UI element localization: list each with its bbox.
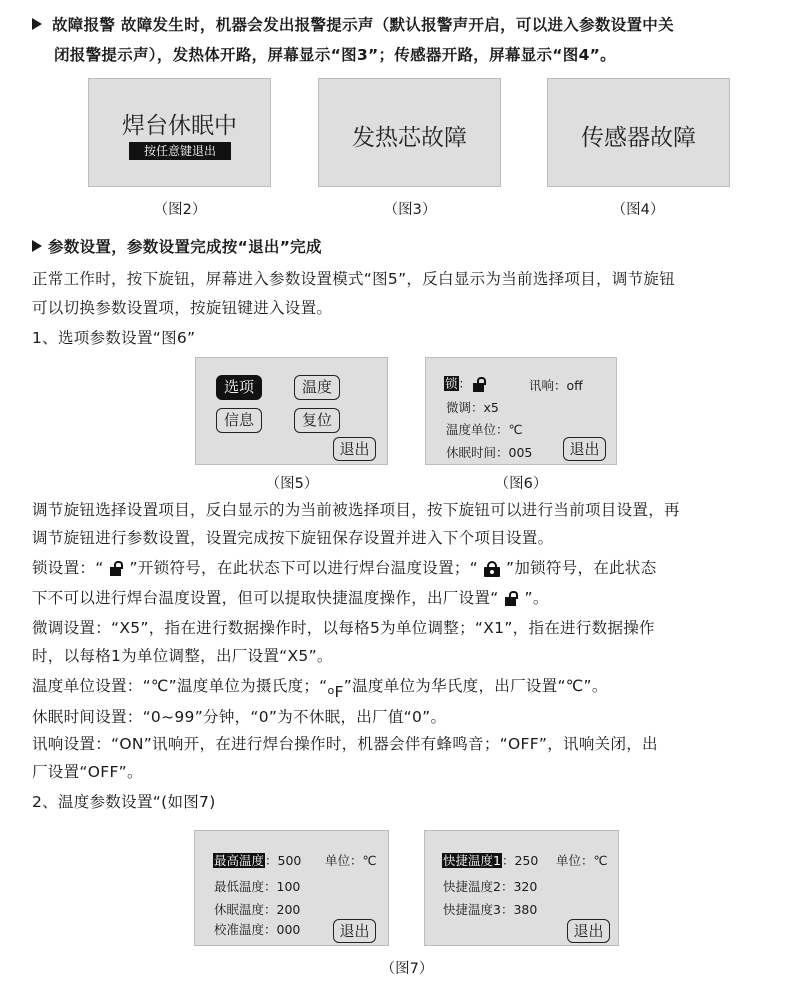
quick1-row [442, 851, 538, 869]
lock-setting-b: ”开锁符号，在此状态下可以进行焊台温度设置；“ [129, 559, 478, 577]
max-temp-value: ：500 [265, 853, 302, 868]
unlock-icon [110, 561, 124, 576]
fault-alarm-line1: 故障报警 故障发生时，机器会发出报警提示声（默认报警声开启，可以进入参数设置中关 [52, 16, 674, 34]
fault-alarm-line2-wrap [54, 42, 782, 69]
beep-setting-line2: 厂设置“OFF”。 [32, 763, 143, 781]
fig3-title: 发热芯故障 [352, 125, 467, 151]
bullet-triangle-icon [32, 240, 42, 252]
fig3-screen [318, 78, 501, 187]
fig7a-exit-button[interactable]: 退出 [333, 919, 376, 943]
fahrenheit-symbol: o [327, 684, 335, 697]
lock-colon: ： [458, 376, 472, 391]
fig4-caption: （图4） [611, 202, 665, 218]
info-button[interactable]: 信息 [216, 408, 262, 433]
fig6-caption: （图6） [494, 476, 548, 492]
options-button[interactable]: 选项 [216, 375, 262, 400]
max-temp-row [213, 851, 301, 869]
fig2-title: 焊台休眠中 [122, 113, 237, 139]
fig7-caption: （图7） [380, 961, 434, 977]
fig7a-screen [194, 830, 389, 946]
fig6-screen [425, 357, 617, 465]
unit-setting-f: F [334, 683, 344, 701]
min-temp[interactable]: 最低温度：100 [214, 879, 301, 894]
lock-setting-d: 下不可以进行焊台温度设置，但可以提取快捷温度操作，出厂设置“ [32, 589, 499, 607]
fig6-fine[interactable]: 微调：x5 [446, 400, 499, 415]
fig5-caption: （图5） [265, 476, 319, 492]
fig2-screen [88, 78, 271, 187]
fine-setting-line2: 时，以每格1为单位调整，出厂设置“X5”。 [32, 647, 333, 665]
lock-icon [484, 561, 500, 577]
fig4-title: 传感器故障 [581, 125, 696, 151]
quick1-label[interactable]: 快捷温度1 [443, 853, 501, 868]
sleep-temp[interactable]: 休眠温度：200 [214, 902, 301, 917]
unlock-icon [505, 591, 519, 606]
param-heading-text: 参数设置，参数设置完成按“退出”完成 [48, 238, 322, 256]
fault-alarm-paragraph [32, 12, 782, 39]
unit-setting-line [32, 673, 782, 706]
lock-setting-e: ”。 [524, 589, 549, 607]
lock-setting-line2 [32, 585, 782, 612]
unit-setting-a: 温度单位设置：“℃”温度单位为摄氏度；“ [32, 677, 328, 695]
quick3[interactable]: 快捷温度3：380 [443, 902, 538, 917]
param-p2: 可以切换参数设置项，按旋钮键进入设置。 [32, 299, 333, 317]
fig6-lock-row [444, 374, 489, 392]
temperature-button[interactable]: 温度 [294, 375, 340, 400]
max-temp-label[interactable]: 最高温度 [214, 853, 265, 868]
fig7b-exit-button[interactable]: 退出 [567, 919, 610, 943]
body-l1: 调节旋钮选择设置项目，反白显示的为当前被选择项目，按下旋钮可以进行当前项目设置，再 [32, 501, 680, 519]
fig2-subtitle: 按任意键退出 [129, 142, 231, 160]
calib-temp[interactable]: 校准温度：000 [214, 922, 301, 937]
quick1-value: ：250 [501, 853, 539, 868]
fig6-exit-button[interactable]: 退出 [563, 437, 606, 461]
body-l2: 调节旋钮进行参数设置，设置完成按下旋钮保存设置并进入下个项目设置。 [32, 529, 554, 547]
fault-alarm-line2: 闭报警提示声），发热体开路，屏幕显示“图3”；传感器开路，屏幕显示“图4”。 [54, 46, 616, 64]
lock-setting-line1 [32, 555, 782, 582]
fine-setting-line1: 微调设置：“X5”，指在进行数据操作时，以每格5为单位调整；“X1”，指在进行数据操作 [32, 619, 655, 637]
param-heading [32, 234, 782, 261]
fig2-caption: （图2） [153, 202, 207, 218]
temp-sub-heading: 2、温度参数设置“(如图7) [32, 793, 216, 811]
reset-button[interactable]: 复位 [294, 408, 340, 433]
unit-setting-c: ”温度单位为华氏度，出厂设置“℃”。 [343, 677, 608, 695]
lock-label[interactable]: 锁 [445, 376, 458, 391]
fig7b-screen [424, 830, 619, 946]
lock-setting-a: 锁设置：“ [32, 559, 104, 577]
quick2[interactable]: 快捷温度2：320 [443, 879, 538, 894]
exit-button[interactable]: 退出 [333, 437, 376, 461]
fig6-unit[interactable]: 温度单位：℃ [446, 422, 523, 437]
param-p1: 正常工作时，按下旋钮，屏幕进入参数设置模式“图5”，反白显示为当前选择项目，调节旋钮 [32, 270, 676, 288]
fig3-caption: （图3） [383, 202, 437, 218]
fig6-beep[interactable]: 讯响：off [529, 378, 583, 393]
beep-setting-line1: 讯响设置：“ON”讯响开，在进行焊台操作时，机器会伴有蜂鸣音；“OFF”，讯响关闭，出 [32, 735, 658, 753]
lock-setting-c: ”加锁符号，在此状态 [506, 559, 657, 577]
sleep-setting-line: 休眠时间设置：“0~99”分钟，“0”为不休眠，出厂值“0”。 [32, 708, 447, 726]
fig6-sleep[interactable]: 休眠时间：005 [446, 445, 533, 460]
fig7b-unit: 单位：℃ [556, 853, 608, 868]
fig4-screen [547, 78, 730, 187]
unlock-icon [473, 377, 487, 392]
fig7a-unit: 单位：℃ [325, 853, 377, 868]
param-sub1: 1、选项参数设置“图6” [32, 329, 196, 347]
bullet-triangle-icon [32, 18, 42, 30]
fig5-screen [195, 357, 388, 465]
